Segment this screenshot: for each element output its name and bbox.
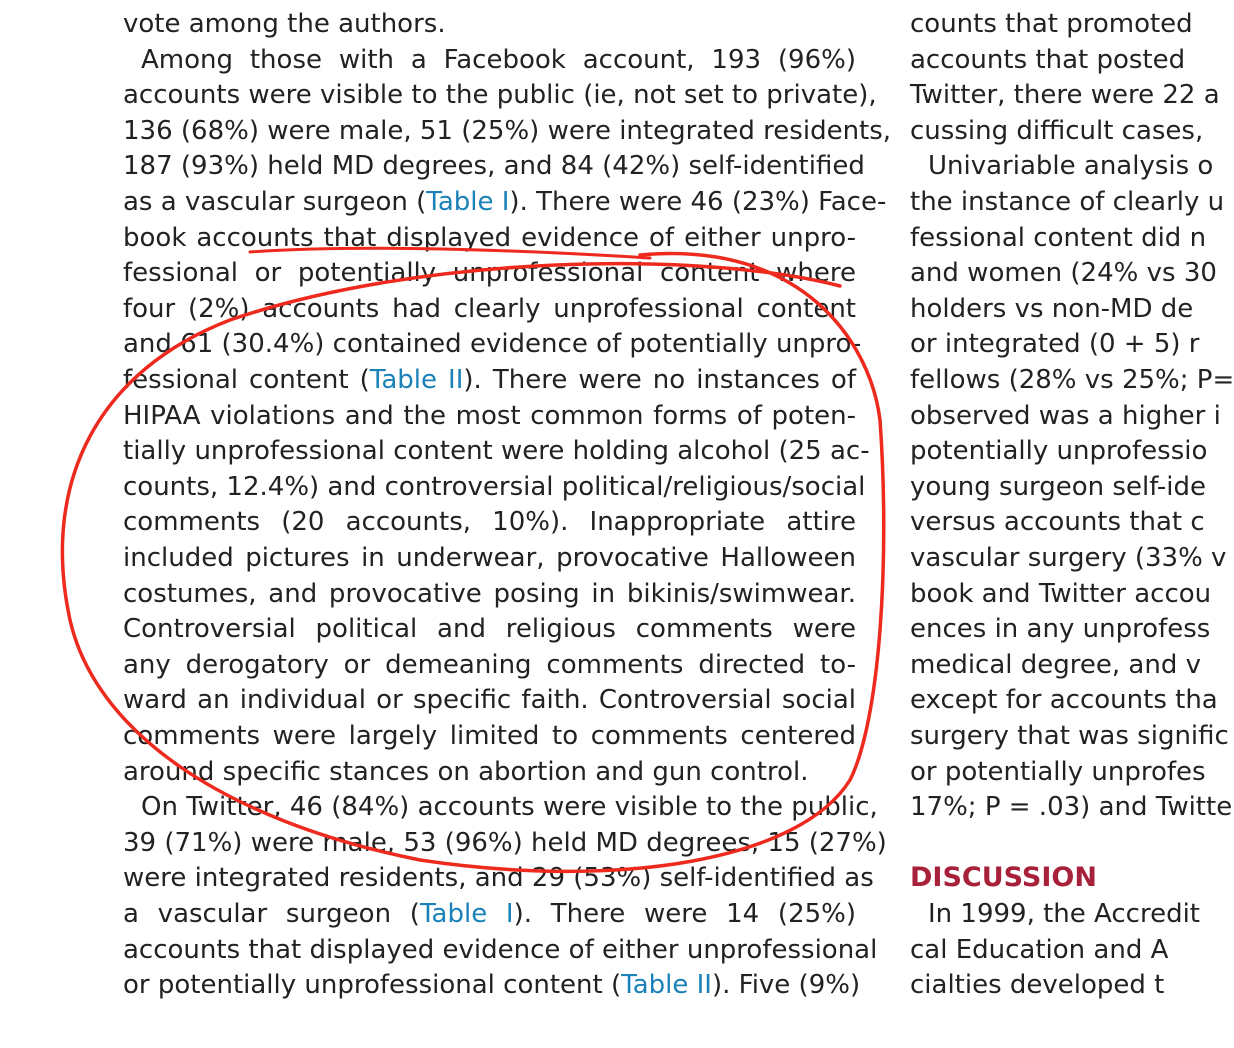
text-segment: ). There were 46 (23%) Face- [509, 187, 887, 217]
text-line: HIPAA violations and the most common forms of poten- [123, 400, 856, 431]
text-line: four (2%) accounts had clearly unprofessional content [123, 293, 856, 324]
text-line [123, 187, 887, 217]
text-line: Univariable analysis o [928, 151, 1214, 182]
text-line: accounts were visible to the public (ie, not set to private), [123, 80, 877, 111]
text-line: any derogatory or demeaning comments directed to- [123, 649, 856, 680]
text-line: fessional content did n [910, 222, 1207, 253]
text-line: young surgeon self-ide [910, 471, 1207, 502]
text-segment: ). Five (9%) [711, 970, 861, 1001]
text-line: vote among the authors. [123, 9, 446, 39]
text-line: counts, 12.4%) and controversial political/religious/social [123, 471, 866, 502]
text-line: On Twitter, 46 (84%) accounts were visible to the public, [141, 792, 878, 823]
text-line: accounts that posted [910, 44, 1186, 75]
text-line: comments (20 accounts, 10%). Inappropriate attire [123, 507, 856, 538]
text-line: fellows (28% vs 25%; P= [910, 365, 1234, 395]
text-line: holders vs non-MD de [910, 293, 1194, 324]
text-line: included pictures in underwear, provocative Halloween [123, 543, 856, 573]
table-reference-link[interactable]: Table II [621, 970, 712, 1001]
text-line: and 61 (30.4%) contained evidence of potentially unpro- [123, 329, 862, 360]
text-line: In 1999, the Accredit [928, 899, 1200, 929]
text-segment: fessional content ( [123, 365, 370, 395]
text-line: versus accounts that c [910, 507, 1205, 538]
text-line: 136 (68%) were male, 51 (25%) were integrated residents, [123, 115, 892, 146]
text-line: were integrated residents, and 29 (53%) self-identified as [123, 863, 874, 894]
text-line: cialties developed t [910, 970, 1165, 1001]
text-segment: or potentially unprofessional content ( [123, 970, 622, 1001]
text-line: book accounts that displayed evidence of either unpro- [123, 222, 856, 253]
text-line: Controversial political and religious comments were [123, 614, 856, 645]
text-line: costumes, and provocative posing in bikinis/swimwear. [123, 578, 856, 609]
table-reference-link[interactable]: Table I [426, 187, 510, 217]
text-line: cussing difficult cases, [910, 115, 1204, 146]
text-line: ences in any unprofess [910, 614, 1211, 645]
text-line [123, 365, 856, 395]
text-line: tially unprofessional content were holding alcohol (25 ac- [123, 436, 870, 467]
text-line: ward an individual or specific faith. Controversial social [123, 685, 856, 716]
text-line: the instance of clearly u [910, 187, 1225, 217]
text-line: or integrated (0 + 5) r [910, 329, 1200, 360]
table-reference-link[interactable]: Table II [369, 365, 464, 395]
table-reference-link[interactable]: Table I [419, 899, 514, 929]
text-line: or potentially unprofes [910, 756, 1206, 787]
text-line: 17%; P = .03) and Twitte [910, 792, 1233, 823]
text-line: around specific stances on abortion and gun control. [123, 756, 809, 787]
text-line: 39 (71%) were male, 53 (96%) held MD degrees, 15 (27%) [123, 827, 887, 858]
text-line: fessional or potentially unprofessional content where [123, 258, 856, 289]
text-line: counts that promoted [910, 9, 1193, 39]
text-line: medical degree, and v [910, 649, 1201, 680]
text-segment: ). There were 14 (25%) [513, 899, 857, 929]
text-line: accounts that displayed evidence of either unprofessional [123, 934, 878, 965]
text-line: book and Twitter accou [910, 578, 1212, 609]
text-line: 187 (93%) held MD degrees, and 84 (42%) self-identified [123, 151, 865, 182]
text-line [123, 970, 861, 1001]
text-segment: ). There were no instances of [463, 365, 856, 395]
text-line: surgery that was signific [910, 721, 1229, 751]
text-line: vascular surgery (33% v [910, 543, 1227, 573]
text-line: except for accounts tha [910, 685, 1218, 716]
text-segment: a vascular surgeon ( [123, 899, 420, 929]
text-line: cal Education and A [910, 934, 1169, 965]
text-line: observed was a higher i [910, 400, 1221, 431]
text-line: comments were largely limited to comments centered [123, 721, 856, 751]
text-line: potentially unprofessio [910, 436, 1208, 467]
section-heading: DISCUSSION [910, 862, 1097, 894]
text-line: and women (24% vs 30 [910, 258, 1217, 289]
text-line [123, 899, 856, 929]
text-line: Twitter, there were 22 a [910, 80, 1220, 111]
text-line: Among those with a Facebook account, 193 (96%) [141, 44, 856, 75]
text-segment: as a vascular surgeon ( [123, 187, 427, 217]
